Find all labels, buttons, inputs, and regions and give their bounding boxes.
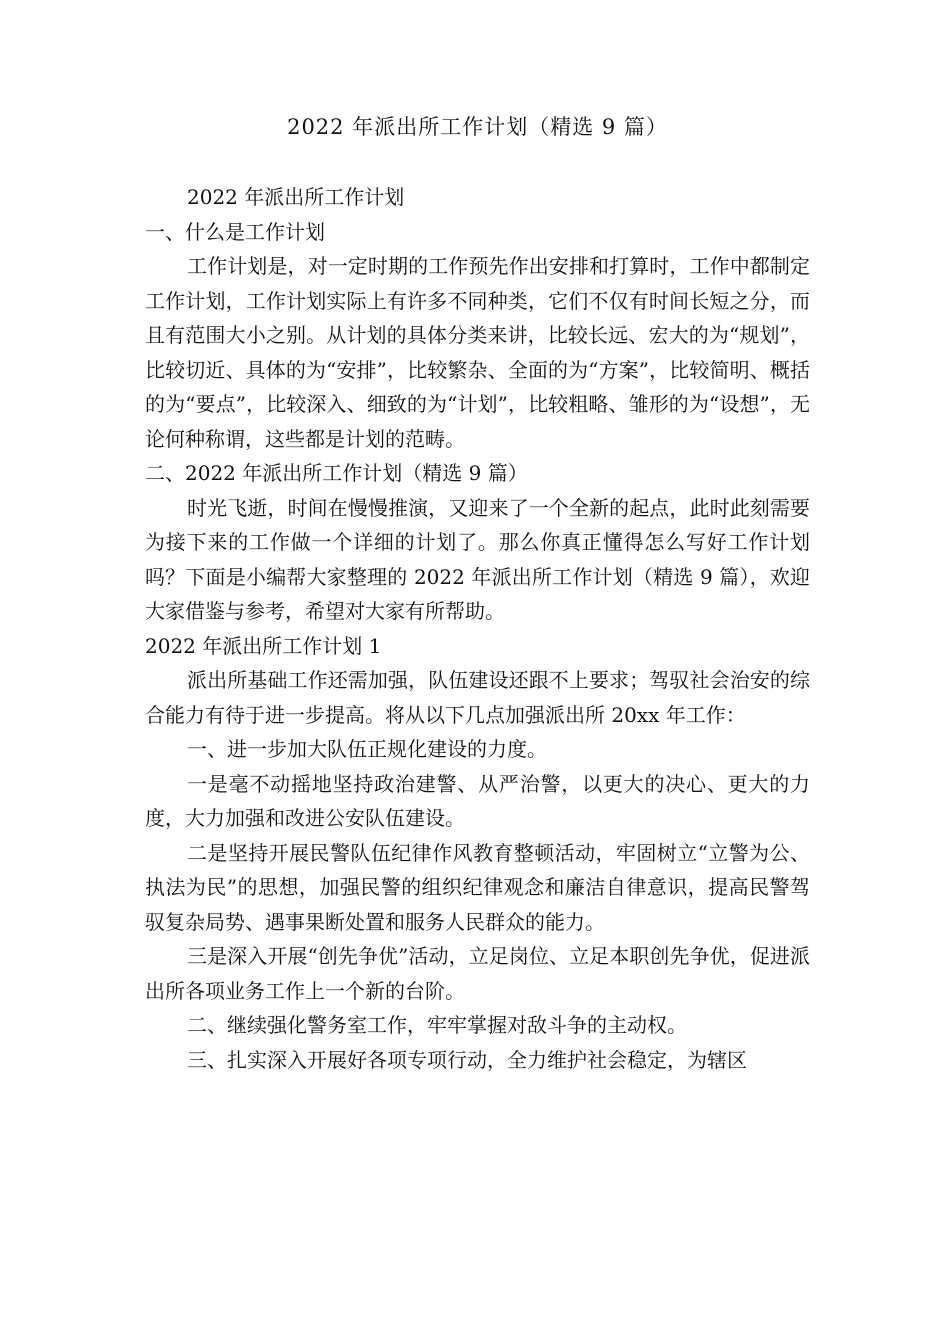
section-heading: 一、什么是工作计划 (145, 219, 325, 244)
document-body (145, 180, 810, 1077)
body-paragraph: 派出所基础工作还需加强，队伍建设还跟不上要求；驾驭社会治安的综合能力有待于进一步提高。将从以下几点加强派出所 20xx 年工作： (145, 668, 810, 727)
body-paragraph: 一是毫不动摇地坚持政治建警、从严治警，以更大的决心、更大的力度，大力加强和改进公安队伍建设。 (145, 771, 810, 830)
list-heading: 二、继续强化警务室工作，牢牢掌握对敌斗争的主动权。 (187, 1013, 687, 1037)
list-heading: 三、扎实深入开展好各项专项行动，全力维护社会稳定，为辖区 (187, 1047, 747, 1072)
list-heading: 一、进一步加大队伍正规化建设的力度。 (187, 737, 547, 761)
section-heading: 2022 年派出所工作计划 (187, 185, 405, 209)
body-paragraph: 时光飞逝，时间在慢慢推演，又迎来了一个全新的起点，此时此刻需要为接下来的工作做一个详细的计划了。那么你真正懂得怎么写好工作计划吗？下面是小编帮大家整理的 2022 年派出所工作计划（精选 9 篇），欢迎大家借鉴与参考，希望对大家有所帮助。 (145, 495, 810, 623)
document-title: 2022 年派出所工作计划（精选 9 篇） (287, 115, 668, 139)
body-paragraph: 三是深入开展“创先争优”活动，立足岗位、立足本职创先争优，促进派出所各项业务工作上一个新的台阶。 (145, 944, 810, 1003)
body-paragraph: 二是坚持开展民警队伍纪律作风教育整顿活动，牢固树立“立警为公、执法为民”的思想，加强民警的组织纪律观念和廉洁自律意识，提高民警驾驭复杂局势、遇事果断处置和服务人民群众的能力。 (145, 840, 810, 934)
section-heading: 2022 年派出所工作计划 1 (145, 633, 382, 658)
body-paragraph: 工作计划是，对一定时期的工作预先作出安排和打算时，工作中都制定工作计划，工作计划实际上有许多不同种类，它们不仅有时间长短之分，而且有范围大小之别。从计划的具体分类来讲，比较长远、宏大的为“规划”，比较切近、具体的为“安排”，比较繁杂、全面的为“方案”，比较简明、概括的为“要点”，比较深入、细致的为“计划”，比较粗略、雏形的为“设想”，无论何种称谓，这些都是计划的范畴。 (145, 254, 810, 451)
section-heading: 二、2022 年派出所工作计划（精选 9 篇） (145, 461, 528, 485)
